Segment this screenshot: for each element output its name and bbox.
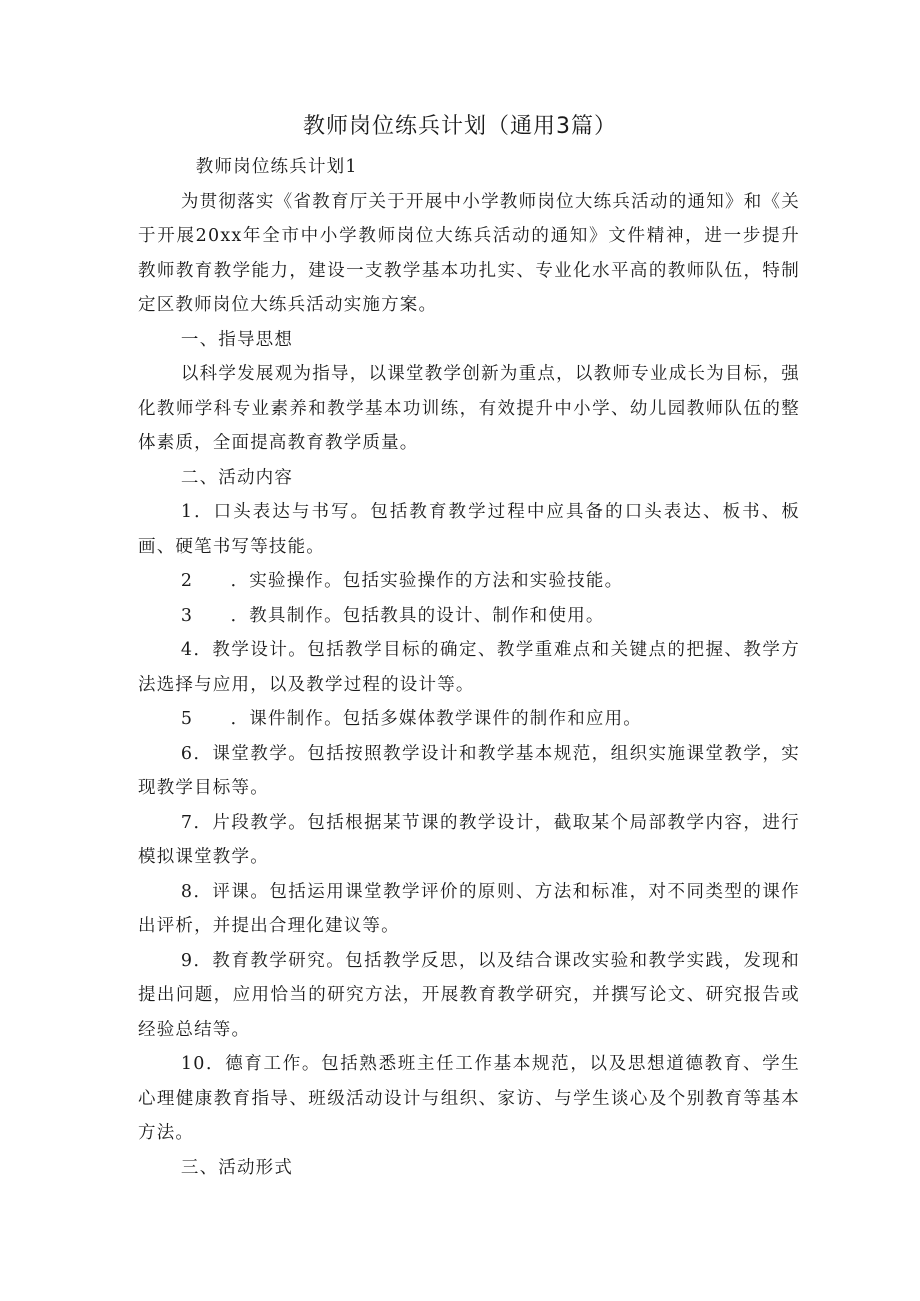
list-item: 2 ．实验操作。包括实验操作的方法和实验技能。 [180,571,624,591]
list-item: 10．德育工作。包括熟悉班主任工作基本规范，以及思想道德教育、学生心理健康教育指导、班级活动设计与组织、家访、与学生谈心及个别教育等基本方法。 [138,1054,800,1143]
body-paragraph: 以科学发展观为指导，以课堂教学创新为重点，以教师专业成长为目标，强化教师学科专业素养和教学基本功训练，有效提升中小学、幼儿园教师队伍的整体素质，全面提高教育教学质量。 [138,364,800,453]
list-item: 6．课堂教学。包括按照教学设计和教学基本规范，组织实施课堂教学，实现教学目标等。 [138,743,800,798]
list-item: 5 ．课件制作。包括多媒体教学课件的制作和应用。 [180,709,643,729]
list-item: 9．教育教学研究。包括教学反思，以及结合课改实验和教学实践，发现和提出问题，应用恰当的研究方法，开展教育教学研究，并撰写论文、研究报告或经验总结等。 [138,950,800,1040]
document-body [138,150,800,1185]
list-item: 7．片段教学。包括根据某节课的教学设计，截取某个局部教学内容，进行模拟课堂教学。 [138,812,800,867]
list-item: 8．评课。包括运用课堂教学评价的原则、方法和标准，对不同类型的课作出评析，并提出合理化建议等。 [138,881,800,936]
document-title: 教师岗位练兵计划（通用3篇） [303,114,617,139]
section-heading: 三、活动形式 [180,1157,294,1178]
intro-paragraph: 为贯彻落实《省教育厅关于开展中小学教师岗位大练兵活动的通知》和《关于开展20xx年全市中小学教师岗位大练兵活动的通知》文件精神，进一步提升教师教育教学能力，建设一支教学基本功扎实、专业化水平高的教师队伍，特制定区教师岗位大练兵活动实施方案。 [138,191,800,315]
list-item: 4．教学设计。包括教学目标的确定、教学重难点和关键点的把握、教学方法选择与应用，以及教学过程的设计等。 [138,640,800,695]
section-heading: 一、指导思想 [180,329,294,350]
list-item: 1．口头表达与书写。包括教育教学过程中应具备的口头表达、板书、板画、硬笔书写等技能。 [138,502,800,557]
section-subtitle: 教师岗位练兵计划1 [195,157,358,177]
list-item: 3 ．教具制作。包括教具的设计、制作和使用。 [180,605,605,626]
section-heading: 二、活动内容 [180,467,294,488]
